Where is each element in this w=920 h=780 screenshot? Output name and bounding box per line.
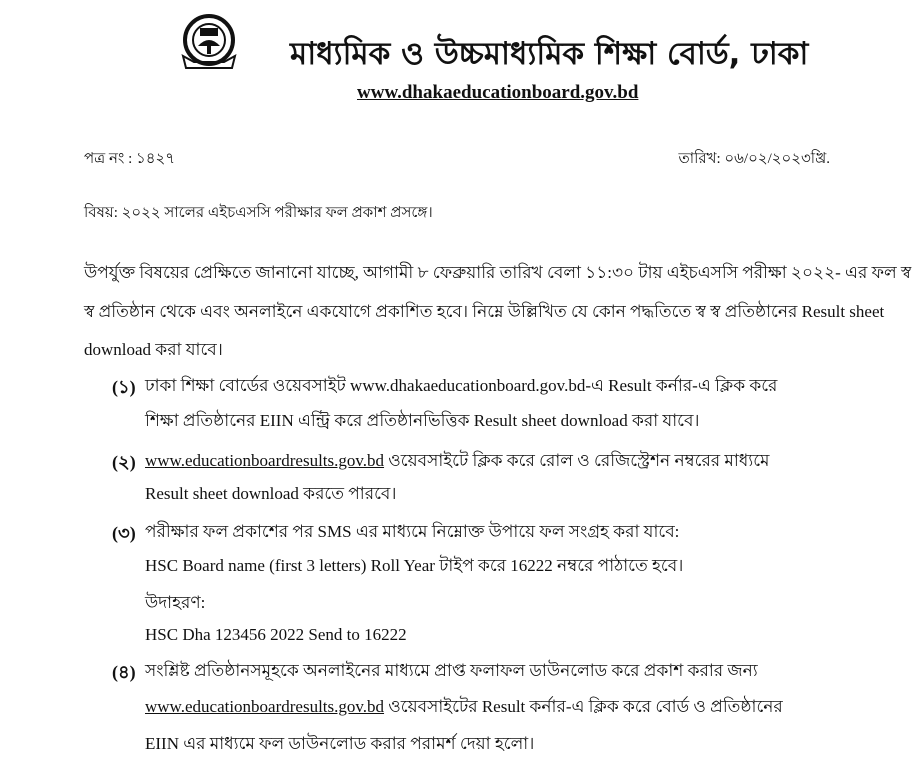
item-number: (২) xyxy=(112,452,136,472)
item-text-rest: ওয়েবসাইটের Result কর্নার-এ ক্লিক করে বোর্ড ও প্রতিষ্ঠানের xyxy=(384,697,783,716)
results-website-link[interactable]: www.educationboardresults.gov.bd xyxy=(145,697,385,716)
item-text: সংশ্লিষ্ট প্রতিষ্ঠানসমূহকে অনলাইনের মাধ্যমে প্রাপ্ত ফলাফল ডাউনলোড করে প্রকাশ করার জন্য xyxy=(145,661,758,680)
item-number: (৪) xyxy=(112,662,136,682)
item-text: HSC Board name (first 3 letters) Roll Year টাইপ করে 16222 নম্বরে পাঠাতে হবে। xyxy=(145,556,684,575)
item-text: EIIN এর মাধ্যমে ফল ডাউনলোড করার পরামর্শ দেয়া হলো। xyxy=(145,734,535,753)
subject-line: বিষয়: ২০২২ সালের এইচএসসি পরীক্ষার ফল প্রকাশ প্রসঙ্গে। xyxy=(84,205,433,221)
board-seal-logo xyxy=(180,12,238,78)
item-text: উদাহরণ: xyxy=(145,593,206,612)
board-website-link[interactable]: www.dhakaeducationboard.gov.bd xyxy=(357,82,639,103)
item-text xyxy=(145,448,770,476)
item-text: শিক্ষা প্রতিষ্ঠানের EIIN এন্ট্রি করে প্রতিষ্ঠানভিত্তিক Result sheet download করা যাবে। xyxy=(145,411,700,430)
results-website-link[interactable]: www.educationboardresults.gov.bd xyxy=(145,451,385,470)
item-text xyxy=(145,694,783,722)
item-text: ঢাকা শিক্ষা বোর্ডের ওয়েবসাইট www.dhakaeducationboard.gov.bd-এ Result কর্নার-এ ক্লিক করে xyxy=(145,376,778,395)
board-title: মাধ্যমিক ও উচ্চমাধ্যমিক শিক্ষা বোর্ড, ঢাকা xyxy=(290,36,809,72)
item-text-rest: ওয়েবসাইটে ক্লিক করে রোল ও রেজিস্ট্রেশন নম্বরের মাধ্যমে xyxy=(384,451,770,470)
item-text: পরীক্ষার ফল প্রকাশের পর SMS এর মাধ্যমে নিম্নোক্ত উপায়ে ফল সংগ্রহ করা যাবে: xyxy=(145,522,680,541)
item-text: Result sheet download করতে পারবে। xyxy=(145,484,397,503)
body-line: উপর্যুক্ত বিষয়ের প্রেক্ষিতে জানানো যাচ্ছে, আগামী ৮ ফেব্রুয়ারি তারিখ বেলা ১১:৩০ টায় এইচএসসি পরীক্ষা ২০২২- এর ফল স্ব xyxy=(84,263,912,282)
body-line: স্ব প্রতিষ্ঠান থেকে এবং অনলাইনে একযোগে প্রকাশিত হবে। নিম্নে উল্লিখিত যে কোন পদ্ধতিতে স্ব স্ব প্রতিষ্ঠানের Result sheet xyxy=(84,302,885,321)
letter-date: তারিখ: ০৬/০২/২০২৩খ্রি. xyxy=(678,151,830,167)
sms-example: HSC Dha 123456 2022 Send to 16222 xyxy=(145,625,407,644)
item-number: (১) xyxy=(112,377,136,397)
reference-number: পত্র নং : ১৪২৭ xyxy=(84,151,176,167)
body-line: download করা যাবে। xyxy=(84,340,223,359)
item-number: (৩) xyxy=(112,523,136,543)
